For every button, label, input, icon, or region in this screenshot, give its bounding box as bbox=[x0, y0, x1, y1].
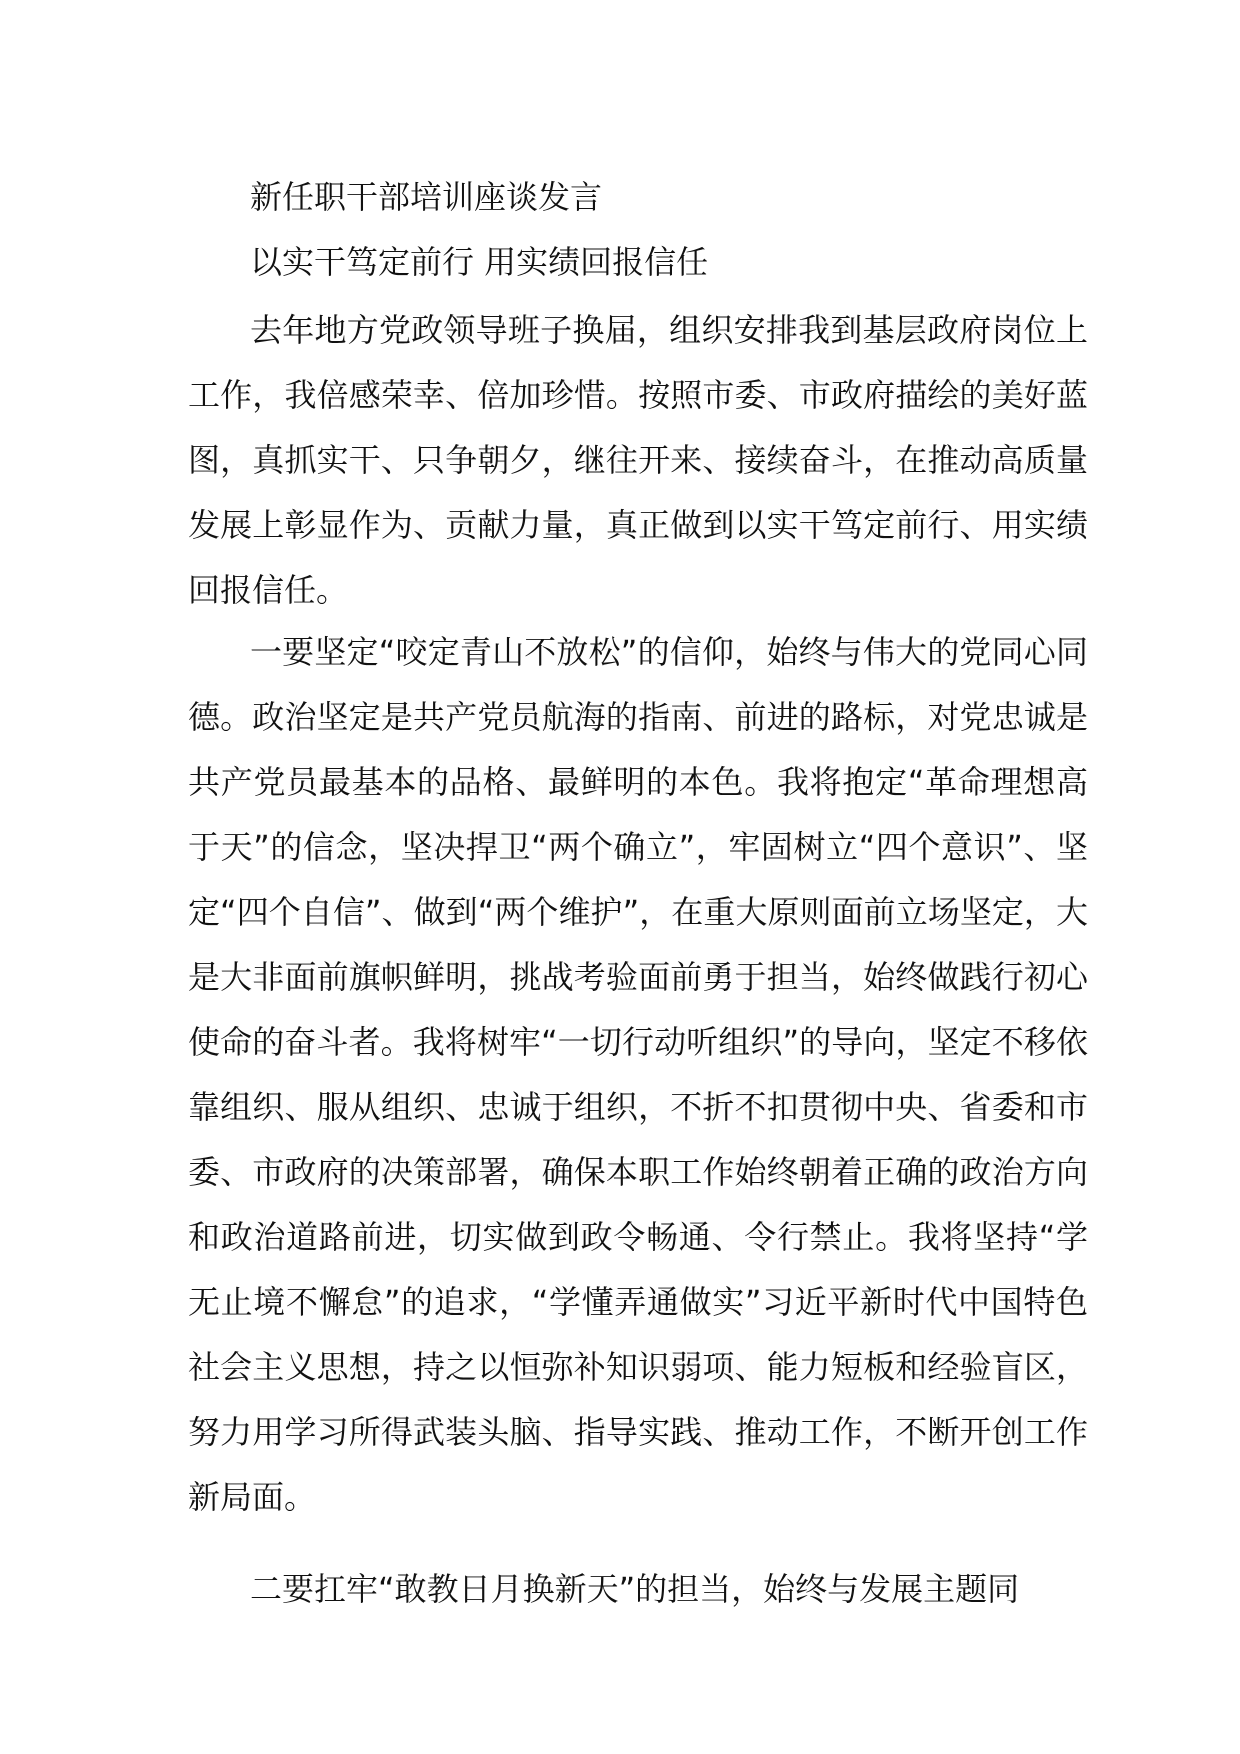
paragraph-point-two: 二要扛牢“敢教日月换新天”的担当，始终与发展主题同 bbox=[250, 1570, 1020, 1608]
document-title: 新任职干部培训座谈发言 bbox=[250, 178, 603, 216]
paragraph-point-one: 一要坚定“咬定青山不放松”的信仰，始终与伟大的党同心同德。政治坚定是共产党员航海的指南、前进的路标，对党忠诚是共产党员最基本的品格、最鲜明的本色。我将抱定“革命理想高于天”的信念，坚决捍卫“两个确立”，牢固树立“四个意识”、坚定“四个自信”、做到“两个维护”，在重大原则面前立场坚定，大是大非面前旗帜鲜明，挑战考验面前勇于担当，始终做践行初心使命的奋斗者。我将树牢“一切行动听组织”的导向，坚定不移依靠组织、服从组织、忠诚于组织，不折不扣贯彻中央、省委和市委、市政府的决策部署，确保本职工作始终朝着正确的政治方向和政治道路前进，切实做到政令畅通、令行禁止。我将坚持“学无止境不懈怠”的追求，“学懂弄通做实”习近平新时代中国特色社会主义思想，持之以恒弥补知识弱项、能力短板和经验盲区，努力用学习所得武装头脑、指导实践、推动工作，不断开创工作新局面。 bbox=[188, 633, 1088, 1516]
paragraph-intro: 去年地方党政领导班子换届，组织安排我到基层政府岗位上工作，我倍感荣幸、倍加珍惜。按照市委、市政府描绘的美好蓝图，真抓实干、只争朝夕，继往开来、接续奋斗，在推动高质量发展上彰显作为、贡献力量，真正做到以实干笃定前行、用实绩回报信任。 bbox=[188, 311, 1088, 609]
document-subtitle: 以实干笃定前行 用实绩回报信任 bbox=[250, 243, 709, 281]
